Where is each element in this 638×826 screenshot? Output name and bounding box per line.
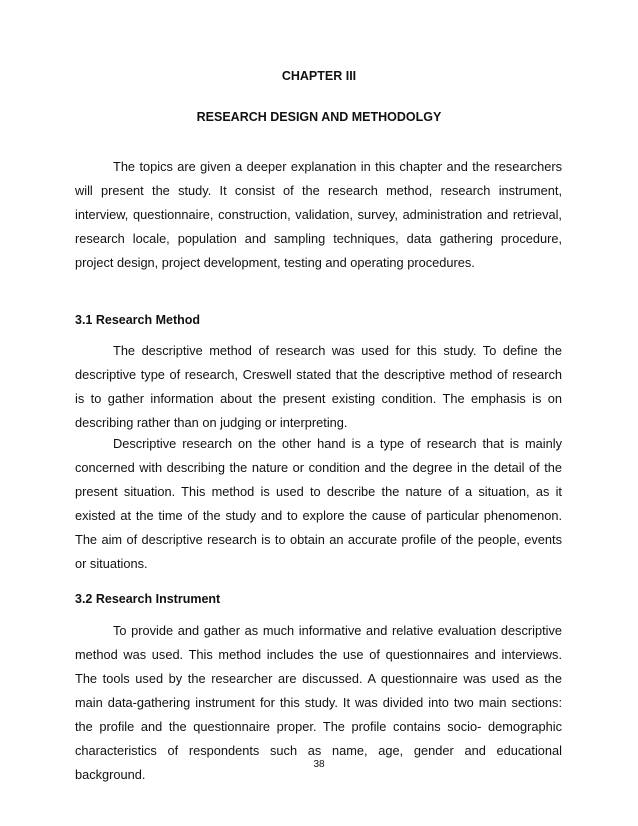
research-instrument-paragraph-1: To provide and gather as much informative and relative evaluation descriptive method was used. This method includes the use of questionnaires and interviews. The tools used by the researcher are discussed. A questionnaire was used as the main data-gathering instrument for this study. It was divided into two main sections: the profile and the questionnaire proper. The profile contains socio- demographic characteristics of respondents such as name, age, gender and educational background. [75, 623, 562, 782]
section-heading-research-instrument: 3.2 Research Instrument [75, 592, 221, 606]
research-method-paragraph-2: Descriptive research on the other hand is a type of research that is mainly concerned with describing the nature or condition and the degree in the detail of the present situation. This method is used to describe the nature of a situation, as it existed at the time of the study and to explore the cause of particular phenomenon. The aim of descriptive research is to obtain an accurate profile of the people, events or situations. [75, 436, 562, 571]
intro-paragraph: The topics are given a deeper explanation in this chapter and the researchers will present the study. It consist of the research method, research instrument, interview, questionnaire, construction, validation, survey, administration and retrieval, research locale, population and sampling techniques, data gathering procedure, project design, project development, testing and operating procedures. [75, 159, 562, 270]
section-heading-research-method: 3.1 Research Method [75, 313, 201, 327]
page-number: 38 [313, 759, 325, 770]
chapter-title: RESEARCH DESIGN AND METHODOLGY [196, 110, 442, 124]
chapter-label: CHAPTER III [281, 69, 357, 83]
research-method-paragraph-1: The descriptive method of research was used for this study. To define the descriptive type of research, Creswell stated that the descriptive method of research is to gather information about the present existing condition. The emphasis is on describing rather than on judging or interpreting. [75, 343, 562, 430]
